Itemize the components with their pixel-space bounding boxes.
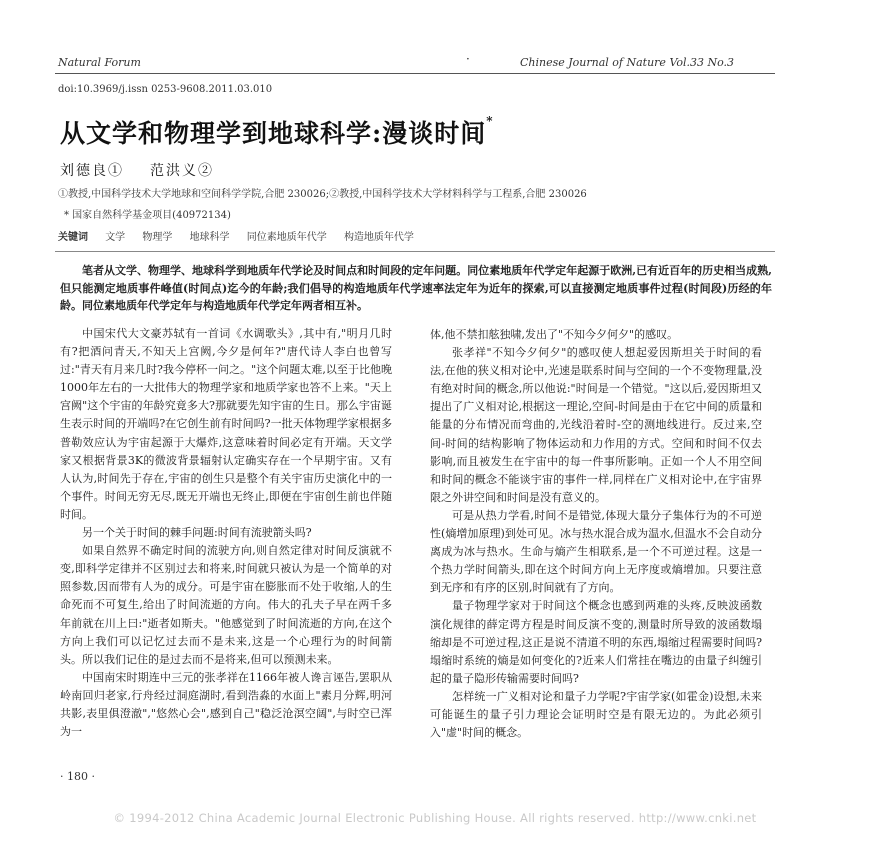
copyright-footer: © 1994-2012 China Academic Journal Electronic Publishing House. All rights reserved. http://www.cnki.net: [113, 811, 757, 825]
keyword: 同位素地质年代学: [246, 232, 327, 243]
page-number: · 180 ·: [60, 770, 95, 783]
header-rule: [55, 73, 775, 74]
paragraph: 可是从热力学看,时间不是错觉,体现大量分子集体行为的不可逆性(熵增加原理)到处可见。冰与热水混合成为温水,但温水不会自动分离成为冰与热水。生命与熵产生相联系,是一个不可逆过程。这是一个热力学时间箭头,即在这个时间方向上无序度或熵增加。只要注意到无序和有序的区别,时间就有了方向。: [430, 508, 762, 595]
running-header-separator: ·: [466, 52, 470, 66]
running-header-right: Chinese Journal of Nature Vol.33 No.3: [520, 56, 735, 69]
article-title-text: 从文学和物理学到地球科学:漫谈时间: [60, 119, 487, 148]
running-header-left: Natural Forum: [58, 56, 141, 69]
keyword: 物理学: [142, 232, 173, 243]
body-column-right: [430, 326, 762, 742]
author-list: [60, 160, 214, 180]
body-column-left: [60, 325, 392, 741]
keywords-label: 关键词: [58, 232, 88, 243]
paragraph: 张孝祥"不知今夕何夕"的感叹使人想起爱因斯坦关于时间的看法,在他的狭义相对论中,光速是联系时间与空间的一个不变物理量,没有绝对时间的概念,所以他说:"时间是一个错觉。"这以后,爱因斯坦又提出了广义相对论,根据这一理论,空间-时间是由于在它中间的质量和能量的分布情况而弯曲的,光线沿着时-空的测地线进行。反过来,空间-时间的结构影响了物体运动和力作用的方式。空间和时间不仅去影响,而且被发生在宇宙中的每一件事所影响。正如一个人不用空间和时间的概念不能谈宇宙的事件一样,同样在广义相对论中,在宇宙界限之外讲空间和时间是没有意义的。: [430, 346, 762, 504]
doi-line: doi:10.3969/j.issn 0253-9608.2011.03.010: [58, 84, 273, 95]
paragraph: 体,他不禁扣舷独啸,发出了"不知今夕何夕"的感叹。: [430, 328, 679, 341]
keywords-rule: [55, 251, 775, 252]
paragraph: 量子物理学家对于时间这个概念也感到两难的头疼,反映波函数演化规律的薛定谔方程是时间反演不变的,测量时所导致的波函数塌缩却是不可逆过程,这正是说不清道不明的东西,塌缩过程需要时间吗?塌缩时系统的熵是如何变化的?近来人们常挂在嘴边的由量子纠缠引起的量子隐形传输需要时间吗?: [430, 599, 762, 685]
author-1: 刘德良①: [60, 163, 124, 179]
paragraph: 另一个关于时间的棘手问题:时间有流驶箭头吗?: [82, 526, 312, 540]
paragraph: 中国宋代大文豪苏轼有一首词《水调歌头》,其中有,"明月几时有?把酒问青天,不知天上宫阙,今夕是何年?"唐代诗人李白也曾写过:"青天有月来几时?我今停杯一问之。"这个问题太难,以至于比他晚1000年左右的一大批伟大的物理学家和地质学家也答不上来。"天上宫阙"这个宇宙的年龄究竟多大?那就要先知宇宙的生日。那么宇宙诞生表示时间的开端吗?在它创生前有时间吗?一批天体物理学家根据多普勒效应认为宇宙起源于大爆炸,这意味着时间必定有开端。天文学家又根据背景3K的微波背景辐射认定确实存在一个早期宇宙。又有人认为,时间先于存在,宇宙的创生只是整个有关宇宙历史演化中的一个事件。时间无穷无尽,既无开端也无终止,即便在宇宙创生前也伴随时间。: [60, 327, 392, 521]
paragraph: 中国南宋时期连中三元的张孝祥在1166年被人谗言诬告,罢职从岭南回归老家,行舟经过洞庭湖时,看到浩淼的水面上"素月分辉,明河共影,表里俱澄澈","悠然心会",感到自己"稳泛沧溟空阔",与时空已浑为一: [60, 670, 392, 739]
abstract: 笔者从文学、物理学、地球科学到地质年代学论及时间点和时间段的定年问题。同位素地质年代学定年起源于欧洲,已有近百年的历史相当成熟,但只能测定地质事件峰值(时间点)迄今的年龄;我们倡导的构造地质年代学速率法定年为近年的探索,可以直接测定地质事件过程(时间段)历经的年龄。同位素地质年代学定年与构造地质年代学定年两者相互补。: [60, 264, 772, 313]
author-2: 范洪义②: [150, 163, 214, 179]
paragraph: 如果自然界不确定时间的流驶方向,则自然定律对时间反演就不变,即科学定律并不区别过去和将来,时间就只被认为是一个简单的对照参数,因而带有人为的成分。可是宇宙在膨胀而不处于收缩,人的生命死而不可复生,给出了时间流逝的方向。伟大的孔夫子早在两千多年前就在川上曰:"逝者如斯夫。"他感觉到了时间流逝的方向,在这个方向上我们可以记忆过去而不是未来,这是一个心理行为的时间箭头。所以我们记住的是过去而不是将来,但可以预测未来。: [60, 544, 392, 666]
funding-note: * 国家自然科学基金项目(40972134): [64, 210, 231, 221]
keyword: 文学: [105, 232, 126, 243]
keyword: 地球科学: [189, 232, 230, 243]
affiliations: ①教授,中国科学技术大学地球和空间科学学院,合肥 230026;②教授,中国科学技术大学材料科学与工程系,合肥 230026: [58, 189, 587, 200]
keywords: [58, 228, 428, 243]
title-footnote-mark: *: [486, 114, 494, 128]
article-title: [60, 114, 494, 150]
keyword: 构造地质年代学: [343, 232, 414, 243]
paragraph: 怎样统一广义相对论和量子力学呢?宇宙学家(如霍金)设想,未来可能诞生的量子引力理论会证明时空是有限无边的。为此必须引入"虚"时间的概念。: [430, 689, 762, 740]
